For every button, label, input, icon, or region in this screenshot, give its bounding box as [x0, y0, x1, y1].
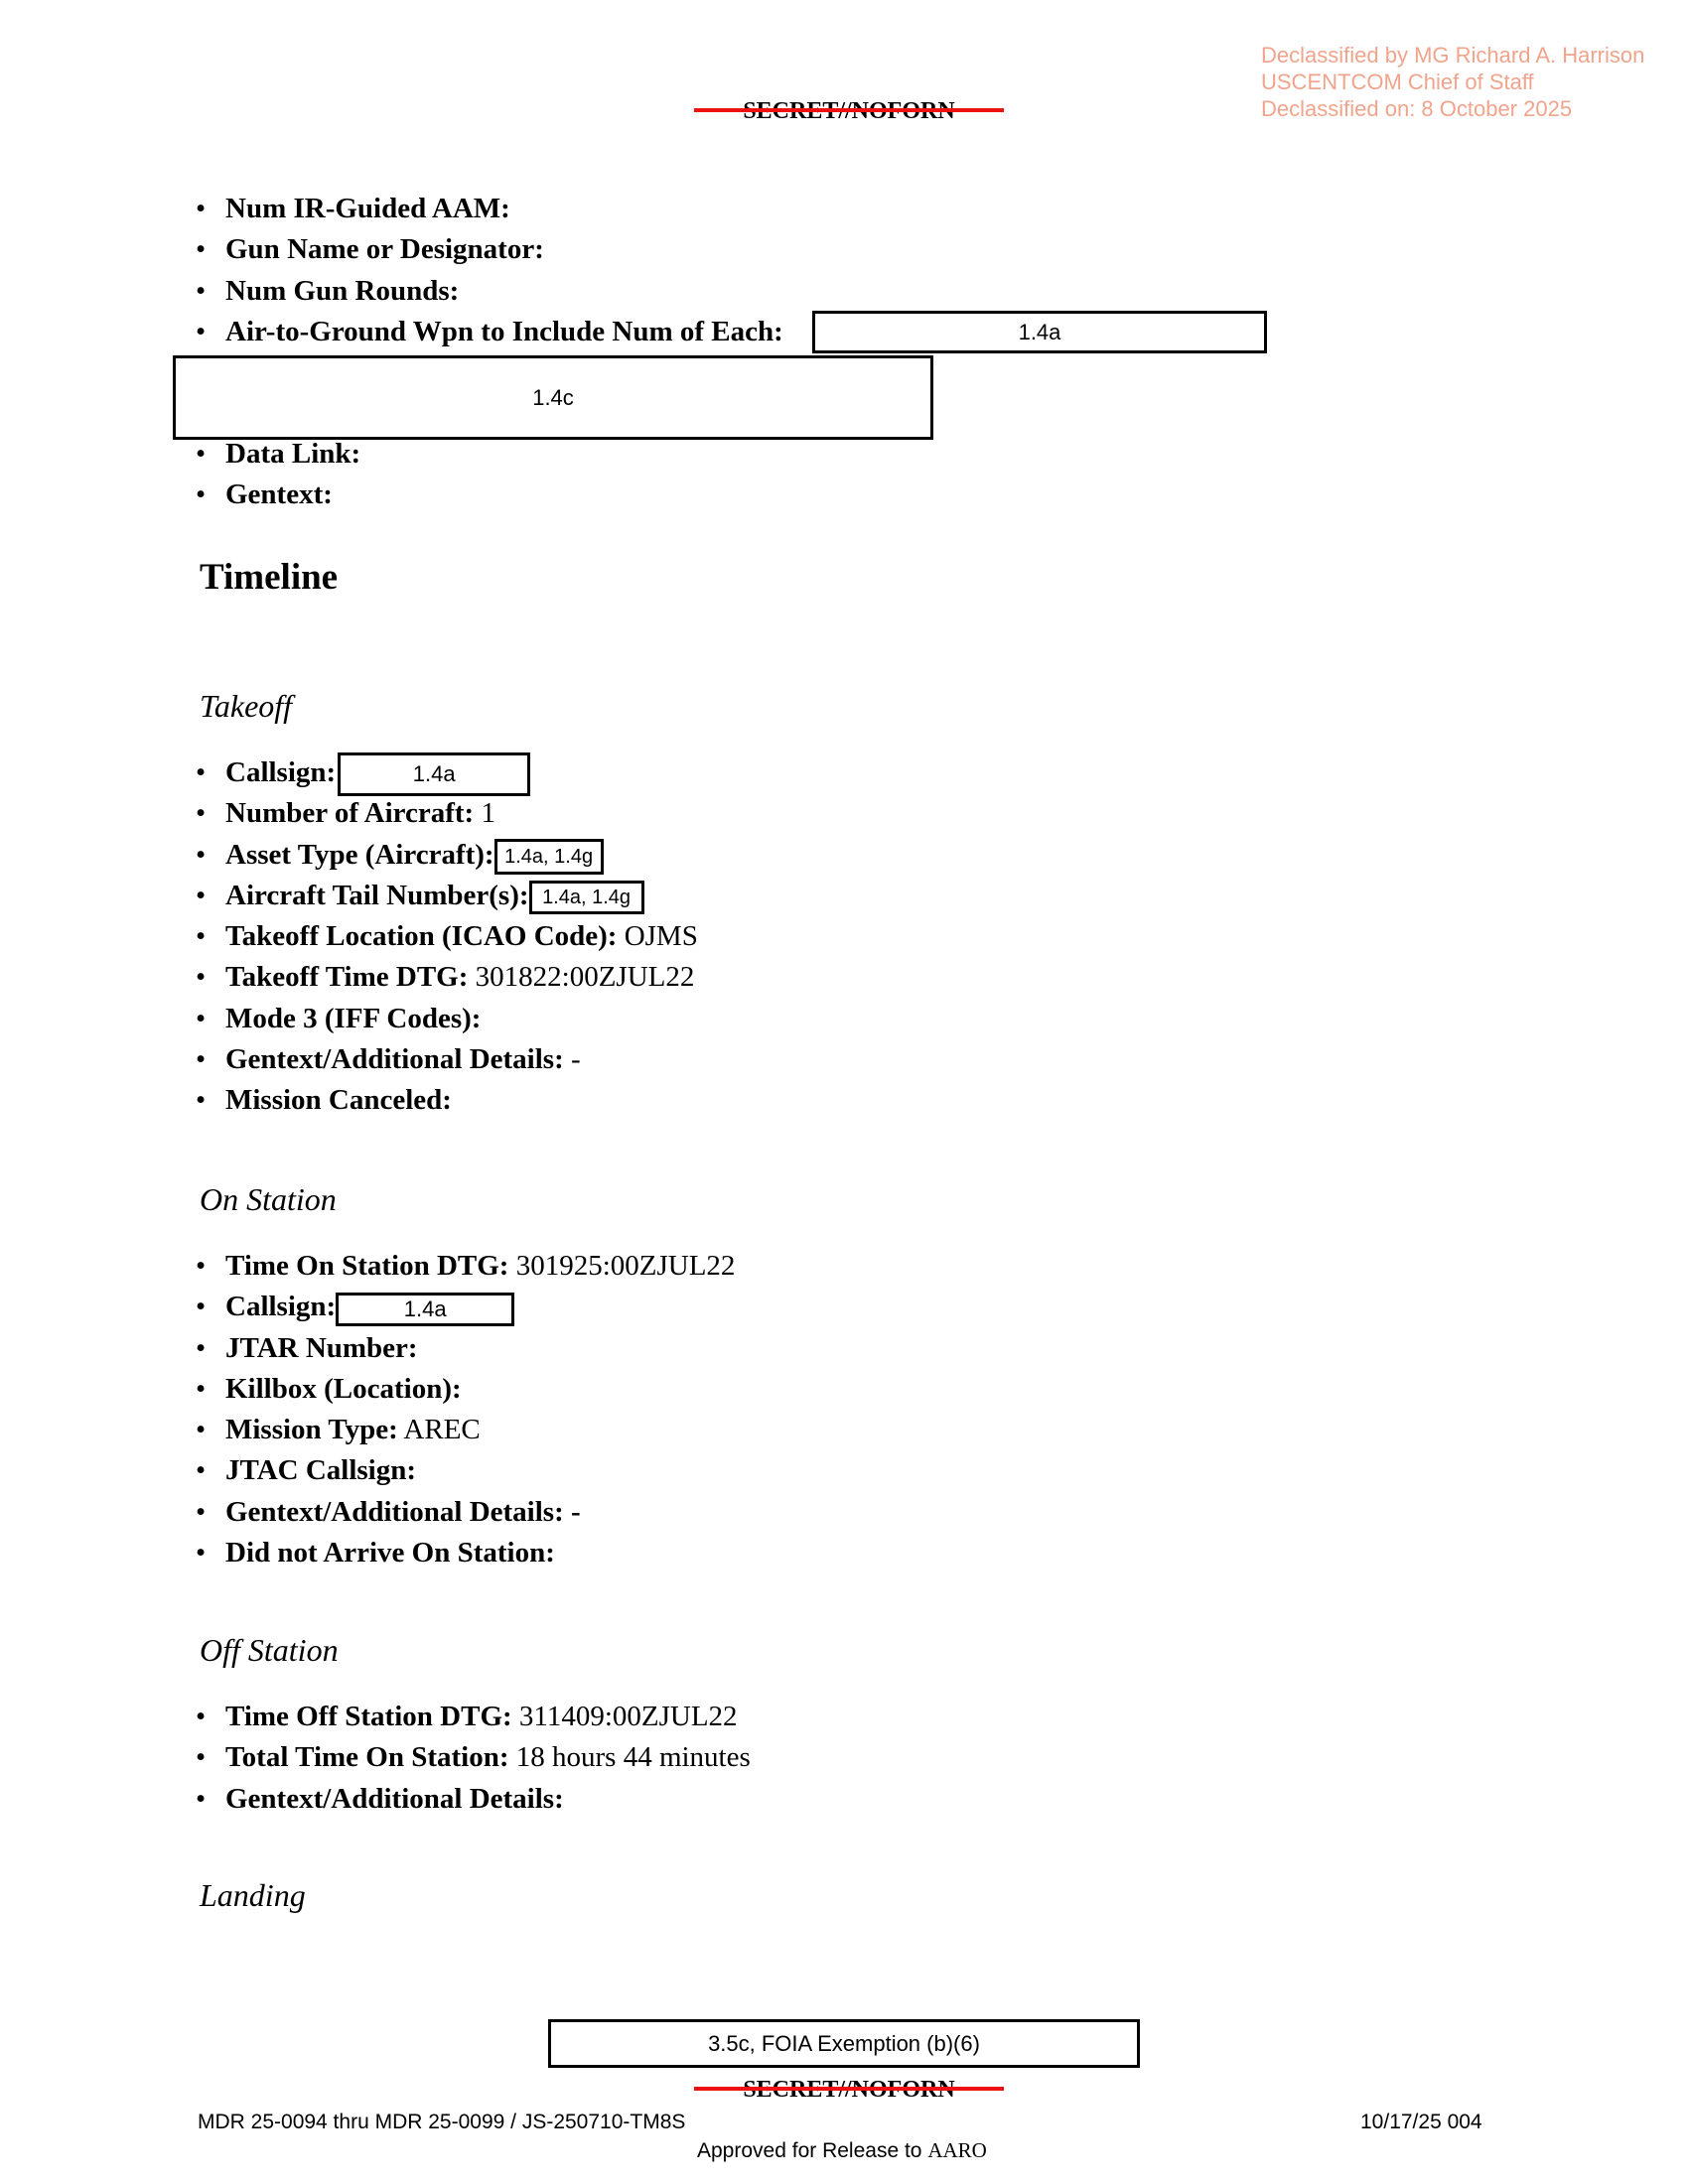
- strikethrough-line: [694, 108, 1004, 112]
- list-item: • Total Time On Station: 18 hours 44 minutes: [196, 1737, 751, 1778]
- redaction-box: 1.4a: [338, 752, 530, 796]
- list-item: • Aircraft Tail Number(s): 1.4a, 1.4g: [196, 876, 698, 916]
- list-item: • Asset Type (Aircraft): 1.4a, 1.4g: [196, 835, 698, 876]
- declass-line-3: Declassified on: 8 October 2025: [1261, 96, 1573, 121]
- list-item: • Gun Name or Designator:: [196, 229, 783, 270]
- landing-heading: Landing: [200, 1877, 306, 1913]
- on-station-heading: On Station: [200, 1181, 337, 1217]
- redaction-box: 1.4a: [336, 1293, 514, 1326]
- list-item: • Mode 3 (IFF Codes):: [196, 999, 698, 1039]
- list-item: • Gentext/Additional Details: -: [196, 1492, 735, 1533]
- list-item: • Num Gun Rounds:: [196, 271, 783, 312]
- list-item: • Number of Aircraft: 1: [196, 793, 698, 834]
- takeoff-list: [196, 752, 698, 1122]
- redaction-box: 3.5c, FOIA Exemption (b)(6): [548, 2019, 1140, 2068]
- off-station-heading: Off Station: [200, 1632, 339, 1668]
- list-item: • Data Link:: [196, 434, 360, 475]
- declass-line-2: USCENTCOM Chief of Staff: [1261, 69, 1534, 94]
- list-item: • Takeoff Time DTG: 301822:00ZJUL22: [196, 957, 698, 998]
- classification-marking-bottom: [700, 2077, 998, 2104]
- redaction-box: 1.4a, 1.4g: [529, 881, 644, 914]
- list-item: • JTAC Callsign:: [196, 1450, 735, 1491]
- list-item: • Mission Canceled:: [196, 1080, 698, 1121]
- list-item: • Callsign: 1.4a: [196, 1287, 735, 1327]
- page-code: 10/17/25 004: [1360, 2111, 1482, 2133]
- list-item: • Air-to-Ground Wpn to Include Num of Each:: [196, 312, 783, 352]
- document-reference: MDR 25-0094 thru MDR 25-0099 / JS-250710-TM8S: [198, 2111, 686, 2133]
- redaction-box: 1.4a, 1.4g: [494, 839, 604, 875]
- takeoff-heading: Takeoff: [200, 688, 293, 724]
- list-item: • Gentext/Additional Details: -: [196, 1039, 698, 1080]
- declassification-stamp: [1261, 42, 1678, 122]
- list-item: • Gentext/Additional Details:: [196, 1779, 751, 1820]
- list-item: • Callsign: 1.4a: [196, 752, 698, 793]
- list-item: • Time Off Station DTG: 311409:00ZJUL22: [196, 1697, 751, 1737]
- on-station-list: [196, 1246, 735, 1573]
- redaction-box: 1.4a: [812, 311, 1267, 353]
- classification-marking-top: [700, 98, 998, 125]
- timeline-heading: Timeline: [200, 557, 339, 598]
- strikethrough-line: [694, 2087, 1004, 2091]
- list-item: • Takeoff Location (ICAO Code): OJMS: [196, 916, 698, 957]
- list-item: • Did not Arrive On Station:: [196, 1533, 735, 1573]
- weapons-list: [196, 189, 783, 352]
- list-item: • JTAR Number:: [196, 1328, 735, 1369]
- list-item: • Num IR-Guided AAM:: [196, 189, 783, 229]
- weapons-list-continued: [196, 434, 360, 516]
- list-item: • Time On Station DTG: 301925:00ZJUL22: [196, 1246, 735, 1287]
- list-item: • Gentext:: [196, 475, 360, 515]
- release-statement: Approved for Release to AARO: [697, 2138, 987, 2162]
- list-item: • Killbox (Location):: [196, 1369, 735, 1410]
- redaction-block: 1.4c: [173, 355, 933, 440]
- list-item: • Mission Type: AREC: [196, 1410, 735, 1450]
- declass-line-1: Declassified by MG Richard A. Harrison: [1261, 43, 1645, 68]
- off-station-list: [196, 1697, 751, 1820]
